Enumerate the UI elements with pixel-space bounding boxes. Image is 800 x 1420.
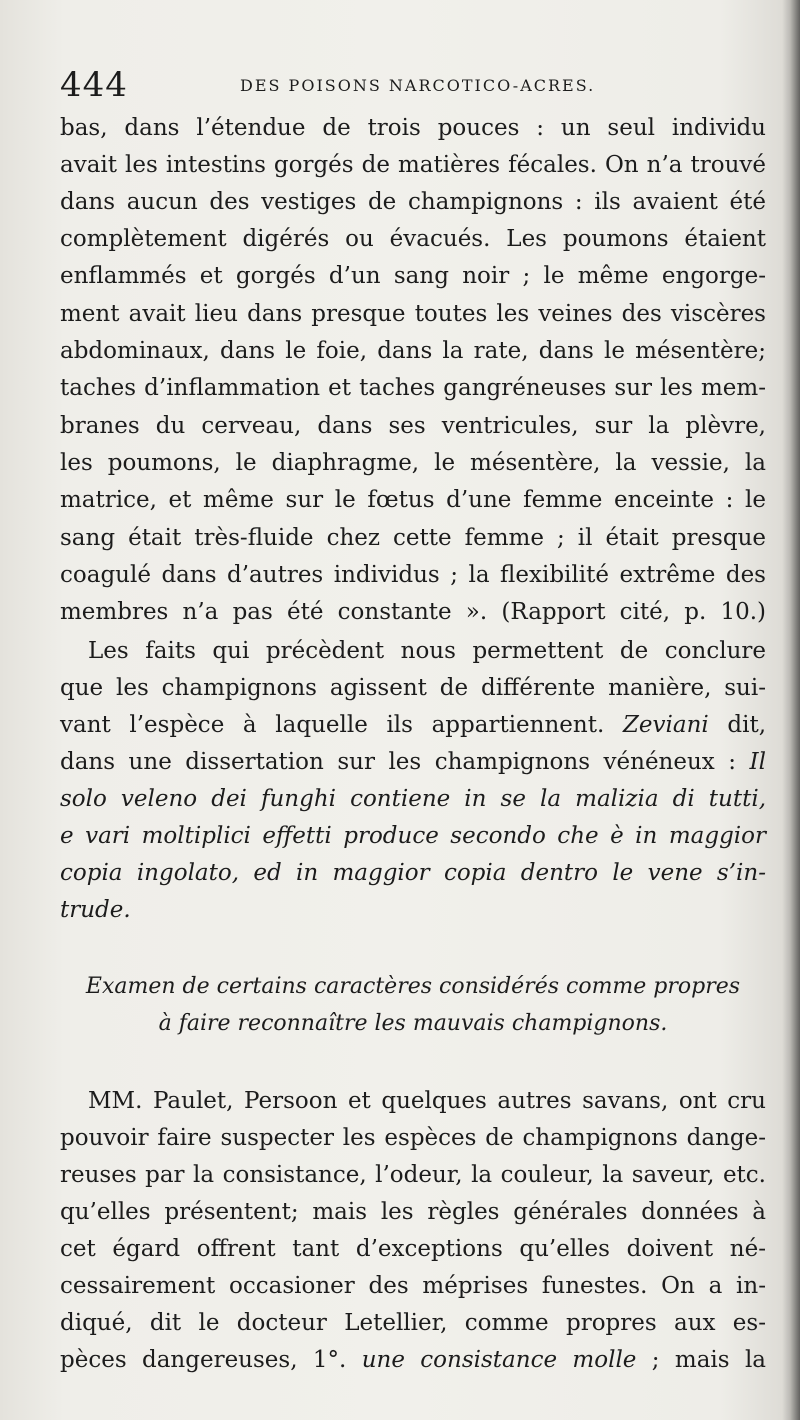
text-line: coagulé dans d’autres individus ; la flexibilité extrême des: [60, 562, 766, 588]
text-line: bas, dans l’étendue de trois pouces : un seul individu: [60, 115, 766, 141]
text-line: sang était très-fluide chez cette femme ; il était presque: [60, 525, 766, 551]
text-line: [60, 744, 766, 780]
italic-fragment: une consistance molle: [346, 1347, 637, 1373]
text-line: [60, 707, 766, 743]
text-line: complètement digérés ou évacués. Les poumons étaient: [60, 226, 766, 252]
text-line: avait les intestins gorgés de matières fécales. On n’a trouvé: [60, 152, 766, 178]
text-line: que les champignons agissent de différente manière, sui-: [60, 675, 766, 701]
quote-line: solo veleno dei funghi contiene in se la malizia di tutti,: [60, 786, 766, 812]
text-fragment: pèces dangereuses, 1°.: [60, 1347, 347, 1373]
text-fragment: ; mais la: [636, 1347, 767, 1373]
text-line: dans aucun des vestiges de champignons : ils avaient été: [60, 189, 766, 215]
author-name: Zeviani: [622, 712, 709, 738]
running-title: DES POISONS NARCOTICO-ACRES.: [240, 76, 596, 95]
page-number: 444: [60, 65, 128, 105]
quote-line: trude.: [60, 897, 131, 923]
page-header: [60, 62, 760, 112]
text-line: branes du cerveau, dans ses ventricules, sur la plèvre,: [60, 413, 766, 439]
text-fragment: dans une dissertation sur les champignons vénéneux :: [60, 749, 737, 775]
quote-line: e vari moltiplici effetti produce secondo che è in maggior: [60, 823, 766, 849]
quote-line: copia ingolato, ed in maggior copia dentro le vene s’in-: [60, 860, 766, 886]
text-line: qu’elles présentent; mais les règles générales données à: [60, 1199, 766, 1225]
text-line: abdominaux, dans le foie, dans la rate, dans le mésentère;: [60, 338, 766, 364]
quote-fragment: Il: [736, 749, 766, 775]
text-line: MM. Paulet, Persoon et quelques autres savans, ont cru: [88, 1088, 766, 1114]
text-fragment: dit,: [708, 712, 767, 738]
text-fragment: vant l’espèce à laquelle ils appartiennent.: [60, 712, 605, 738]
text-line: Les faits qui précèdent nous permettent de conclure: [88, 638, 766, 664]
text-line: matrice, et même sur le fœtus d’une femme enceinte : le: [60, 487, 766, 513]
page-spine-shadow: [782, 0, 800, 1420]
text-line: taches d’inflammation et taches gangréneuses sur les mem-: [60, 375, 766, 401]
heading-line: à faire reconnaître les mauvais champignons.: [158, 1011, 668, 1036]
heading-line: Examen de certains caractères considérés comme propres: [85, 974, 741, 999]
text-line: [60, 1342, 766, 1378]
text-line: pouvoir faire suspecter les espèces de champignons dange-: [60, 1125, 766, 1151]
text-line: reuses par la consistance, l’odeur, la couleur, la saveur, etc.: [60, 1162, 766, 1188]
text-line: les poumons, le diaphragme, le mésentère, la vessie, la: [60, 450, 766, 476]
text-line: membres n’a pas été constante ». (Rapport cité, p. 10.): [60, 599, 766, 625]
text-line: cet égard offrent tant d’exceptions qu’elles doivent né-: [60, 1236, 766, 1262]
text-line: diqué, dit le docteur Letellier, comme propres aux es-: [60, 1310, 766, 1336]
text-line: enflammés et gorgés d’un sang noir ; le même engorge-: [60, 263, 766, 289]
text-line: ment avait lieu dans presque toutes les veines des viscères: [60, 301, 766, 327]
text-line: cessairement occasioner des méprises funestes. On a in-: [60, 1273, 766, 1299]
